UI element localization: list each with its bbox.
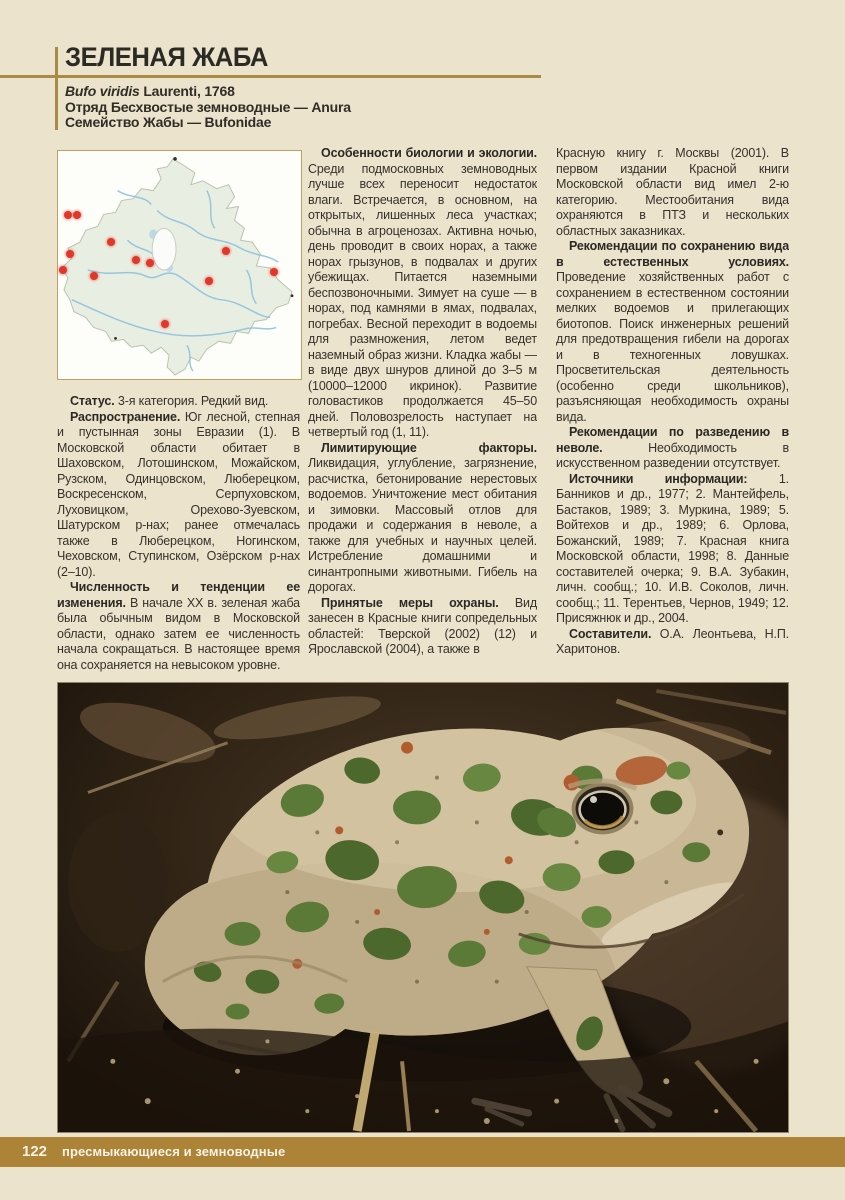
- paragraph: Распространение. Юг лесной, степная и пустынная зоны Евразии (1). В Московской области обитает в Шаховском, Лотошинском, Можайском, Рузском, Одинцовском, Люберецком, Воскресенском, Серпуховском, Луховицком, Орехово-Зуевском, Шатурском р-нах; ранее отмечалась также в Люберецком, Ногинском, Чеховском, Ступинском, Озёрском р-нах (2–10).: [57, 409, 300, 579]
- map-dots-layer: [58, 151, 301, 379]
- page-number: 122: [22, 1143, 48, 1160]
- occurrence-dot: [205, 277, 213, 285]
- authority: Laurenti, 1768: [143, 83, 235, 99]
- toad-photo: [57, 682, 789, 1133]
- latin-name-line: [65, 84, 351, 100]
- paragraph: Лимитирующие факторы. Ликвидация, углубление, загрязнение, расчистка, бетонирование нерестовых водоемов. Уничтожение мест обитания и зимовки. Массовый отлов для продажи и содержания в неволе, а также для учебных и научных целей. Истребление домашними и синантропными животными. Гибель на дорогах.: [308, 440, 537, 594]
- occurrence-dot: [222, 247, 230, 255]
- gold-horizontal-rule: [0, 75, 541, 78]
- family-line: Семейство Жабы — Bufonidae: [65, 114, 272, 130]
- order-line: Отряд Бесхвостые земноводные — Anura: [65, 98, 351, 115]
- occurrence-dot: [107, 238, 115, 246]
- paragraph: Рекомендации по разведению в неволе. Необходимость в искусственном разведении отсутствует.: [556, 425, 789, 470]
- gold-vertical-rule: [55, 47, 58, 130]
- species-subtitle-block: [65, 84, 351, 131]
- paragraph: Особенности биологии и экологии. Среди подмосковных земноводных лучше всех переносит недостаток влаги. Встречается, в основном, на открытых, лишенных леса участках; обычна в агроценозах. Активна ночью, день проводит в своих норах, а также норах грызунов, в подвалах и других убежищах. Питается наземными беспозвоночными. Зимует на суше — в норах, под камнями в ямах, подвалах, погребах. Весной переходит в водоемы для размножения, летом ведет наземный образ жизни. Кладка жабы — в виде двух шнуров длиной до 3–5 м (10000–12000 икринок). Развитие головастиков продолжается 45–50 дней. Половозрелость наступает на четвертый год (1, 11).: [308, 146, 537, 439]
- paragraph: Принятые меры охраны. Вид занесен в Красные книги сопредельных областей: Тверской (2002) (12) и Ярославской (2004), а также в: [308, 595, 537, 656]
- occurrence-dot: [73, 211, 81, 219]
- paragraph: Статус. 3-я категория. Редкий вид.: [70, 394, 269, 408]
- range-map: [57, 150, 302, 380]
- paragraph: Численность и тенденции ее изменения. В начале XX в. зеленая жаба была обычным видом в Московской области, однако затем ее численность начала сокращаться. В настоящее время она сохраняется на невысоком уровне.: [57, 580, 300, 672]
- text-column-2: [308, 146, 537, 678]
- toad-illustration: [58, 683, 788, 1132]
- text-column-3: [556, 146, 789, 678]
- paragraph: Составители. О.А. Леонтьева, Н.П. Харитонов.: [556, 626, 789, 656]
- occurrence-dot: [132, 256, 140, 264]
- footer-bar: [0, 1137, 845, 1167]
- occurrence-dot: [64, 211, 72, 219]
- species-title: ЗЕЛЕНАЯ ЖАБА: [65, 42, 268, 72]
- occurrence-dot: [90, 272, 98, 280]
- occurrence-dot: [270, 268, 278, 276]
- paragraph: Источники информации: 1. Банников и др., 1977; 2. Мантейфель, Бастаков, 1989; 3. Муркина, 1989; 5. Войтехов и др., 1989; 6. Орлова, Божанский, 1989; 7. Красная книга Московской области, 1998; 8. Данные составителей очерка; 9. В.А. Зубакин, личн. сообщ.; 10. И.В. Соколов, личн. сообщ.; 11. Терентьев, Чернов, 1949; 12. Присяжнюк и др., 2004.: [556, 471, 789, 625]
- latin-name: Bufo viridis: [65, 83, 140, 99]
- paragraph: Рекомендации по сохранению вида в естественных условиях. Проведение хозяйственных работ с сохранением в естественном состоянии мелких водоемов и прилегающих биотопов. Поиск инженерных решений для предотвращения гибели на дорогах и в техногенных ловушках. Просветительская деятельность (особенно среди школьников), разъясняющая необходимость охраны вида.: [556, 239, 789, 424]
- occurrence-dot: [146, 259, 154, 267]
- toad-nostril: [717, 829, 723, 835]
- paragraph: Красную книгу г. Москвы (2001). В первом издании Красной книги Московской области вид имел 2-ю категорию. Местообитания вида охраняются в ПТЗ и нескольких областных заказниках.: [556, 146, 789, 238]
- occurrence-dot: [66, 250, 74, 258]
- occurrence-dot: [161, 320, 169, 328]
- text-column-1: [57, 394, 300, 674]
- section-title: пресмыкающиеся и земноводные: [62, 1144, 286, 1159]
- occurrence-dot: [59, 266, 67, 274]
